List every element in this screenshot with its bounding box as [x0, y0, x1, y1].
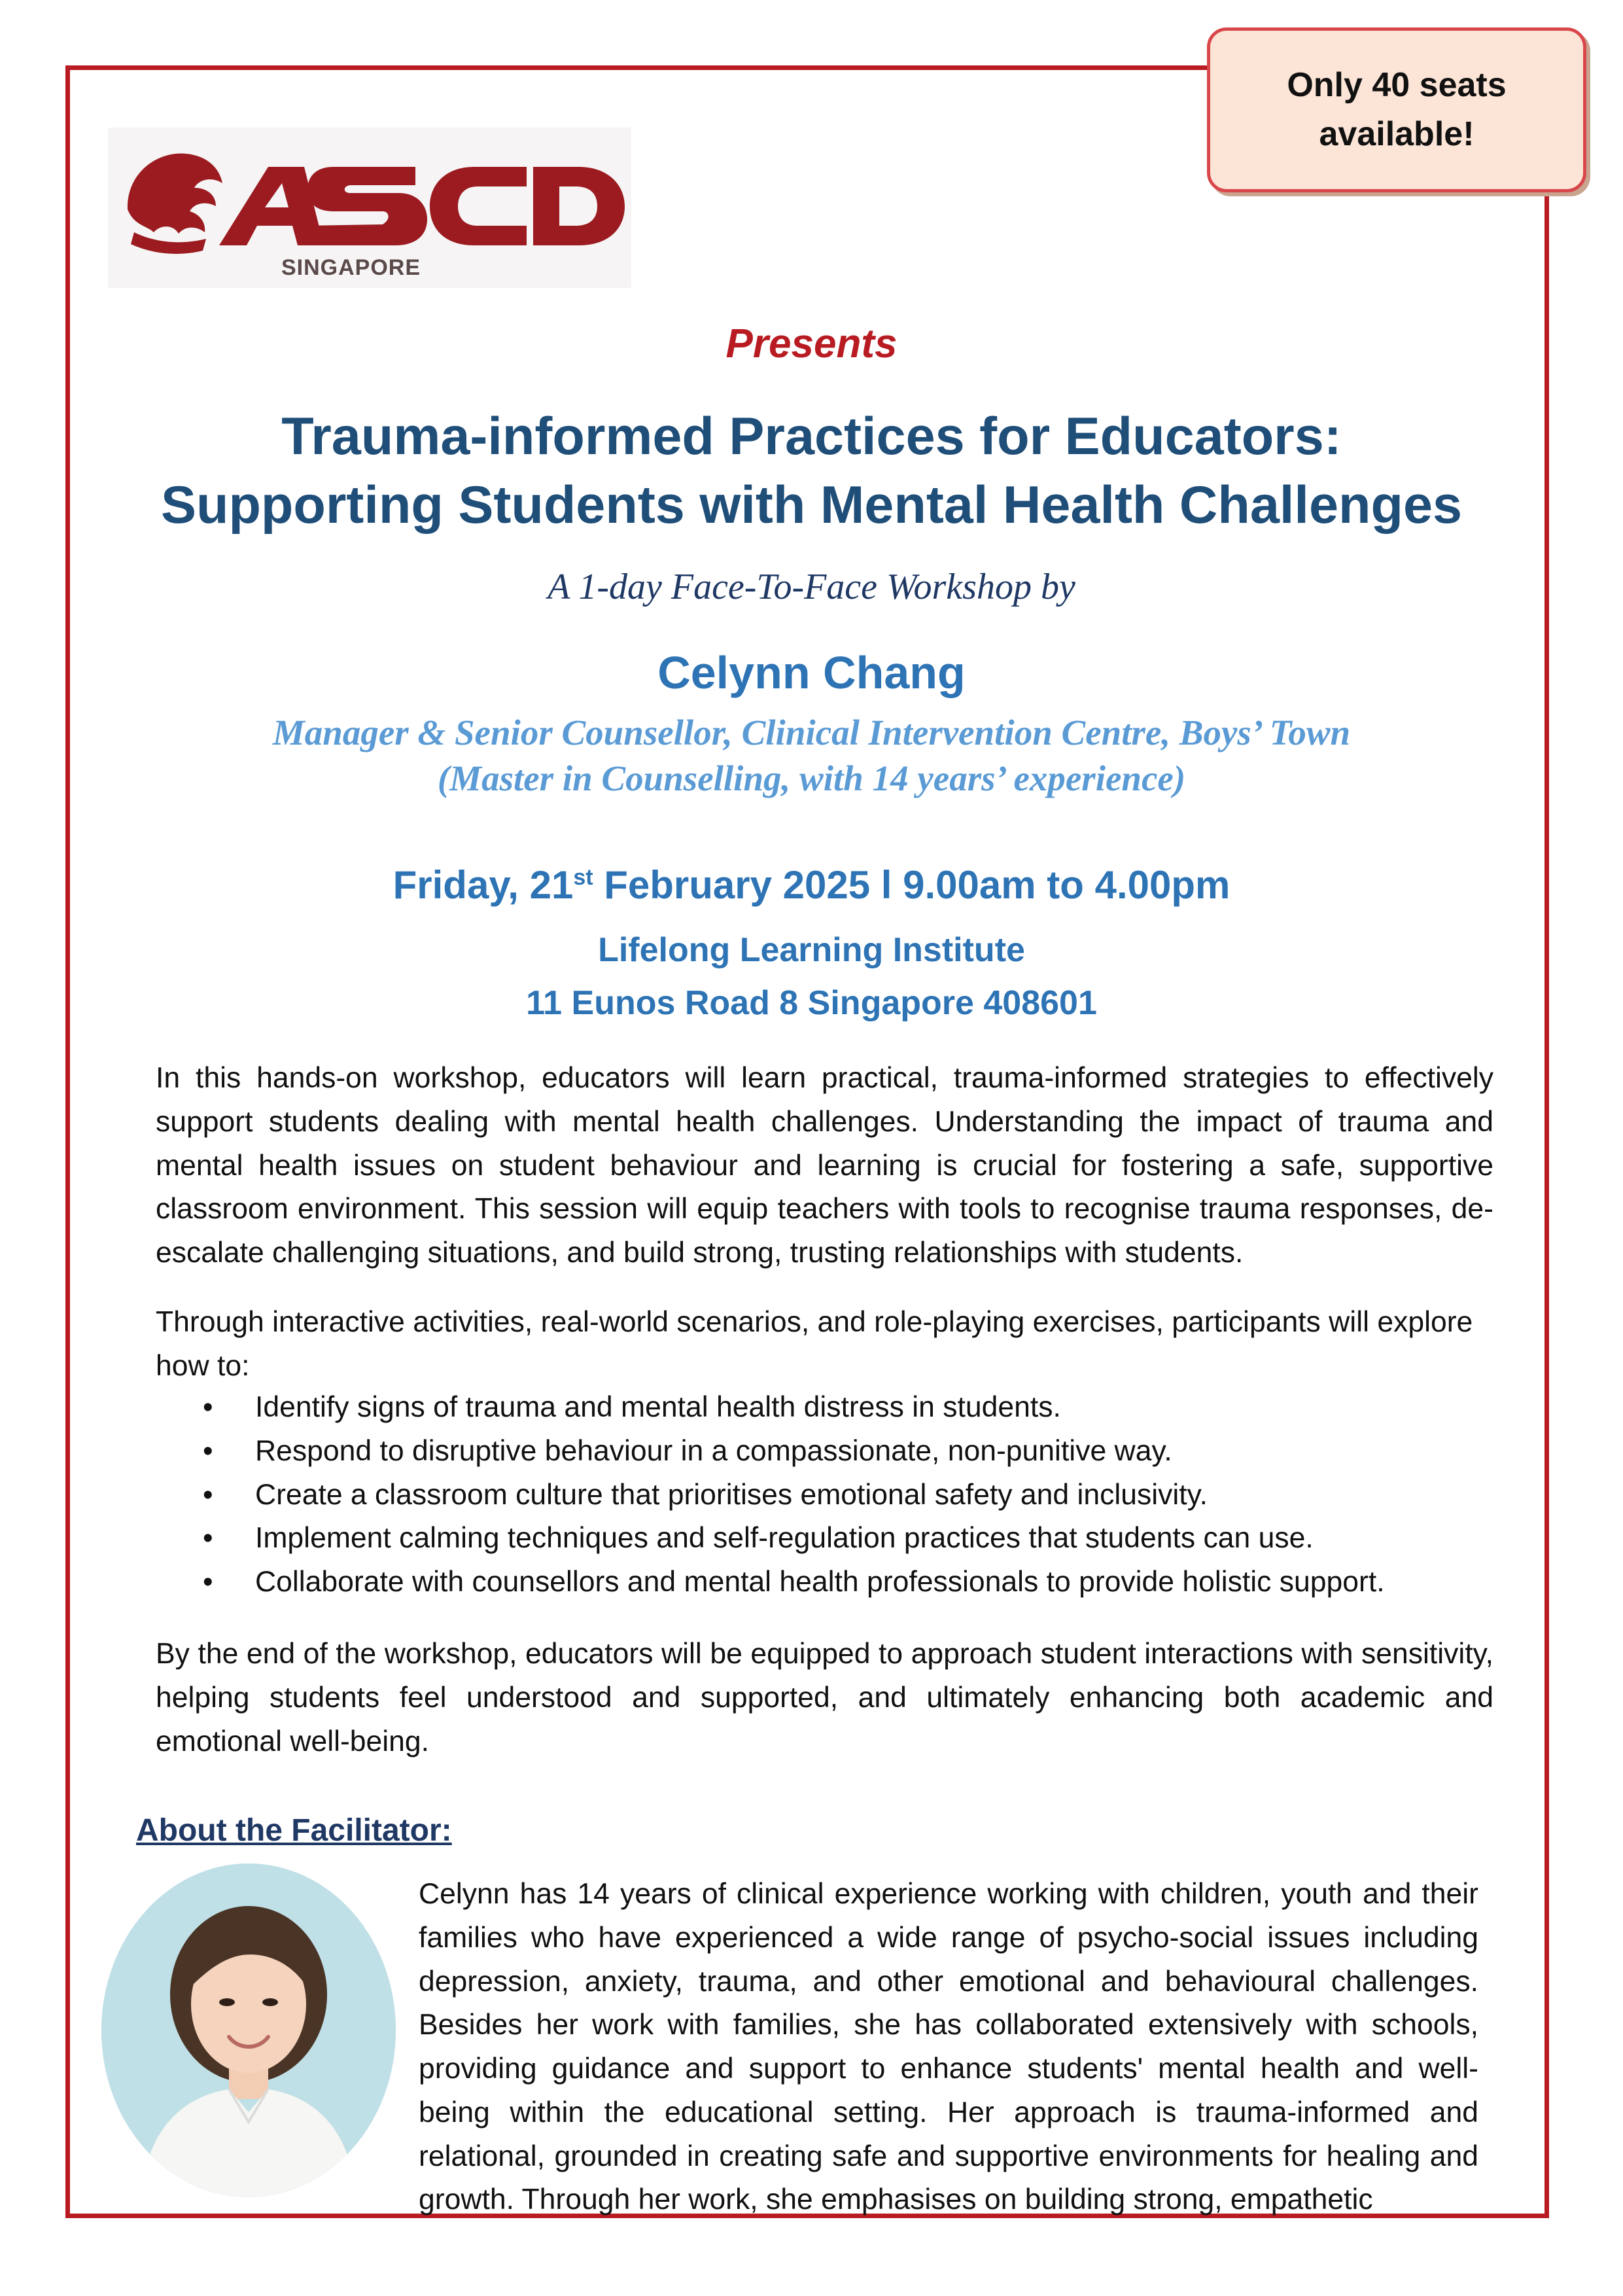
- venue-name: Lifelong Learning Institute: [598, 931, 1025, 969]
- event-date: [0, 862, 1623, 908]
- workshop-subtitle: A 1-day Face-To-Face Workshop by: [548, 567, 1075, 607]
- list-item: • Create a classroom culture that prioritises emotional safety and inclusivity.: [203, 1474, 1511, 1517]
- badge-line1: Only 40 seats: [1287, 65, 1507, 104]
- conclusion-paragraph: By the end of the workshop, educators will be equipped to approach student interactions with sensitivity, helping students feel understood and supported, and ultimately enhancing both academic and emotional well-being.: [156, 1638, 1493, 1757]
- intro-paragraph: In this hands-on workshop, educators will learn practical, trauma-informed strategies to effectively support students dealing with mental health challenges. Understanding the impact of trauma and mental health issues on student behaviour and learning is crucial for fostering a safe, supportive classroom environment. This session will equip teachers with tools to recognise trauma responses, de-escalate challenging situations, and build strong, trusting relationships with students.: [156, 1062, 1493, 1269]
- list-item: • Implement calming techniques and self-regulation practices that students can use.: [203, 1517, 1511, 1561]
- list-item: • Collaborate with counsellors and mental health professionals to provide holistic support.: [203, 1561, 1511, 1604]
- speaker-name: Celynn Chang: [657, 647, 966, 698]
- venue-address: 11 Eunos Road 8 Singapore 408601: [526, 983, 1097, 1022]
- event-venue: [0, 924, 1623, 1029]
- seats-available-badge: [1207, 27, 1586, 192]
- date-suffix-sup: st: [573, 865, 593, 890]
- presents-label: Presents: [725, 321, 898, 366]
- list-item: • Identify signs of trauma and mental health distress in students.: [203, 1386, 1511, 1430]
- date-prefix: Friday, 21: [393, 863, 574, 907]
- workshop-title: [0, 402, 1623, 540]
- about-facilitator-heading: About the Facilitator:: [136, 1813, 452, 1848]
- role-line1: Manager & Senior Counsellor, Clinical Intervention Centre, Boys’ Town: [272, 713, 1351, 752]
- lion-logo-icon: [108, 128, 631, 288]
- logo-subtext: SINGAPORE: [281, 255, 421, 280]
- portrait-icon: [101, 1863, 396, 2197]
- role-line2: (Master in Counselling, with 14 years’ experience): [437, 758, 1186, 798]
- learning-outcomes-list: [203, 1386, 1511, 1604]
- list-item: • Respond to disruptive behaviour in a compassionate, non-punitive way.: [203, 1430, 1511, 1474]
- title-line1: Trauma-informed Practices for Educators:: [281, 407, 1342, 466]
- facilitator-photo: [101, 1863, 396, 2197]
- facilitator-bio: Celynn has 14 years of clinical experience working with children, youth and their families who have experienced a wide range of psycho-social issues including depression, anxiety, trauma, and other emotional and behavioural challenges. Besides her work with families, she has collaborated extensively with schools, providing guidance and support to enhance students' mental health and well-being within the educational setting. Her approach is trauma-informed and relational, grounded in creating safe and supportive environments for healing and growth. Through her work, she emphasises on building strong, empathetic: [419, 1878, 1478, 2216]
- activities-paragraph: Through interactive activities, real-world scenarios, and role-playing exercises, participants will explore how to:: [156, 1306, 1473, 1382]
- ascd-singapore-logo: [108, 128, 631, 288]
- title-line2: Supporting Students with Mental Health Challenges: [160, 476, 1463, 535]
- speaker-role: [0, 710, 1623, 802]
- date-time: February 2025 l 9.00am to 4.00pm: [593, 863, 1230, 907]
- badge-line2: available!: [1319, 115, 1475, 153]
